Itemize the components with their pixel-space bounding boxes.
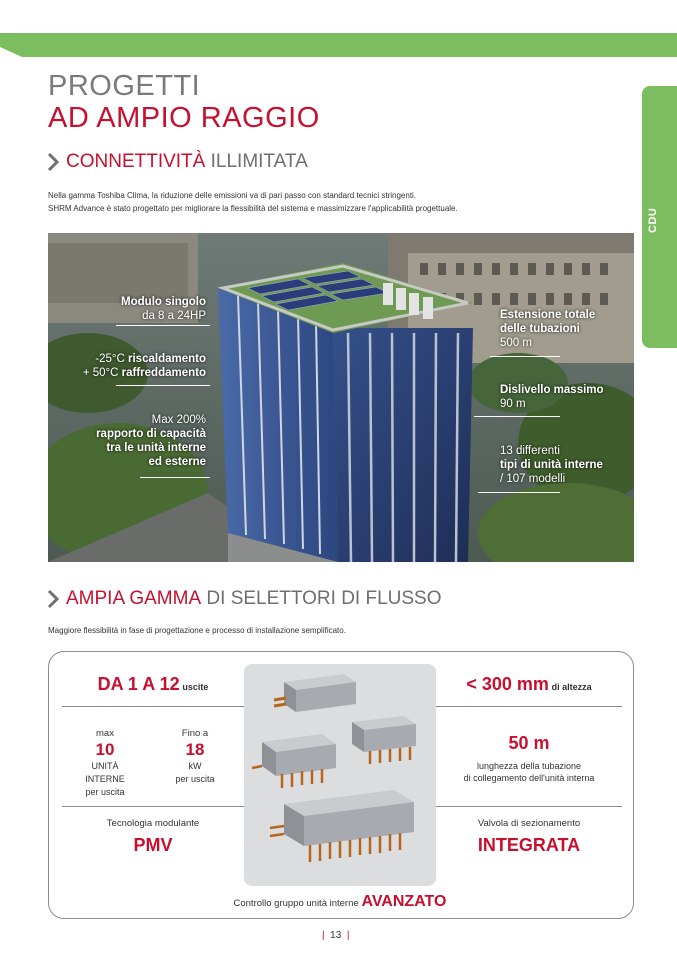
- side-tab-label: CDU: [647, 207, 659, 233]
- feature-value: 18: [185, 740, 205, 759]
- feature-desc: di collegamento dell'unità interna: [463, 773, 595, 783]
- feature-unit: uscite: [182, 682, 209, 692]
- unit-large: [270, 790, 414, 862]
- feature-label: Controllo gruppo unità interne: [233, 898, 359, 909]
- feature-pmv: [62, 818, 244, 856]
- annotation-bold: tipi di unità interne: [500, 459, 603, 471]
- section-heading-flow-selectors: [46, 586, 442, 612]
- feature-desc: lunghezza della tubazione: [476, 761, 582, 771]
- annotation-module: [121, 295, 206, 323]
- divider: [62, 706, 244, 707]
- page-number: | 13 |: [322, 930, 350, 941]
- section-title-gray: DI SELETTORI DI FLUSSO: [201, 588, 442, 609]
- feature-desc: UNITÀ INTERNE: [85, 761, 125, 784]
- feature-desc: per uscita: [175, 774, 215, 784]
- annotation-temperature: [83, 352, 206, 380]
- annotation-text: 500 m: [500, 337, 532, 349]
- feature-value: < 300 mm: [466, 674, 549, 694]
- unit-medium-left: [252, 734, 336, 788]
- feature-height: [436, 674, 622, 695]
- annotation-piping: [500, 308, 595, 350]
- divider: [436, 706, 622, 707]
- annotation-capacity: [96, 413, 206, 469]
- feature-label: max: [96, 728, 114, 739]
- feature-label: Valvola di sezionamento: [477, 818, 581, 829]
- feature-value: 50 m: [508, 733, 550, 753]
- annotation-bold: tra le unità interne: [106, 442, 206, 454]
- annotation-line: [116, 385, 210, 386]
- feature-value: PMV: [133, 835, 173, 855]
- flow-selector-illustration: [244, 664, 436, 886]
- page-number-value: 13: [330, 930, 342, 941]
- annotation-bold: ed esterne: [148, 456, 206, 468]
- annotation-bold: raffreddamento: [121, 367, 206, 379]
- annotation-line: [474, 416, 560, 417]
- annotation-line: [116, 325, 210, 326]
- annotation-units: [500, 444, 603, 486]
- feature-value: 10: [95, 740, 115, 759]
- page-title-line1: PROGETTI: [48, 70, 201, 102]
- annotation-bold: Estensione totale: [500, 309, 596, 321]
- annotation-line: [140, 477, 210, 478]
- annotation-text: / 107 modelli: [500, 473, 566, 485]
- feature-value: DA 1 A 12: [97, 674, 180, 694]
- annotation-text: 13 differenti: [500, 445, 560, 457]
- unit-small: [274, 674, 356, 712]
- divider: [62, 806, 244, 807]
- divider: [436, 806, 622, 807]
- annotation-bold: delle tubazioni: [500, 323, 580, 335]
- section-intro: [48, 190, 458, 215]
- intro-line: SHRM Advance è stato progettato per migliorare la flessibilità del sistema e massimizzare l'applicabilità progettuale.: [48, 203, 458, 213]
- annotation-text: + 50°C: [82, 367, 122, 379]
- section-heading-connectivity: [46, 149, 308, 175]
- feature-value: AVANZATO: [361, 893, 447, 910]
- section-title-red: CONNETTIVITÀ: [66, 151, 206, 172]
- feature-max-units: [72, 727, 138, 799]
- feature-kw: [162, 727, 228, 786]
- feature-label: Tecnologia modulante: [106, 818, 200, 829]
- intro-line: Nella gamma Toshiba Clima, la riduzione delle emissioni va di pari passo con standard tecnici stringenti.: [48, 191, 417, 200]
- feature-label: Fino a: [181, 728, 209, 739]
- annotation-bold: Modulo singolo: [121, 296, 206, 308]
- annotation-bold: riscaldamento: [128, 353, 206, 365]
- annotation-bold: Dislivello massimo: [500, 384, 604, 396]
- section2-intro: Maggiore flessibilità in fase di progettazione e processo di installazione semplificato.: [48, 626, 346, 635]
- annotation-text: Max 200%: [151, 414, 206, 426]
- feature-control: [150, 893, 530, 911]
- chevron-right-icon: [46, 589, 60, 609]
- feature-desc: kW: [188, 761, 202, 771]
- annotation-text: da 8 a 24HP: [142, 310, 206, 322]
- feature-outlets: [62, 674, 244, 695]
- section-title-red: AMPIA GAMMA: [66, 588, 202, 609]
- annotation-line: [478, 492, 560, 493]
- annotation-bold: rapporto di capacità: [96, 428, 206, 440]
- chevron-right-icon: [46, 152, 60, 172]
- feature-valve: [436, 818, 622, 856]
- page-title-line2: AD AMPIO RAGGIO: [48, 102, 320, 134]
- flow-selector-image: [244, 664, 436, 886]
- feature-unit: di altezza: [551, 682, 592, 692]
- annotation-text: 90 m: [500, 398, 526, 410]
- unit-medium-right: [352, 716, 416, 764]
- feature-desc: per uscita: [85, 787, 125, 797]
- annotation-text: -25°C: [95, 353, 129, 365]
- section-title-gray: ILLIMITATA: [205, 151, 308, 172]
- building-photo: [48, 233, 634, 562]
- annotation-height: [500, 383, 604, 411]
- feature-pipe-length: [436, 732, 622, 784]
- feature-value: INTEGRATA: [477, 835, 581, 855]
- annotation-line: [490, 356, 560, 357]
- header-stripe: [0, 33, 677, 57]
